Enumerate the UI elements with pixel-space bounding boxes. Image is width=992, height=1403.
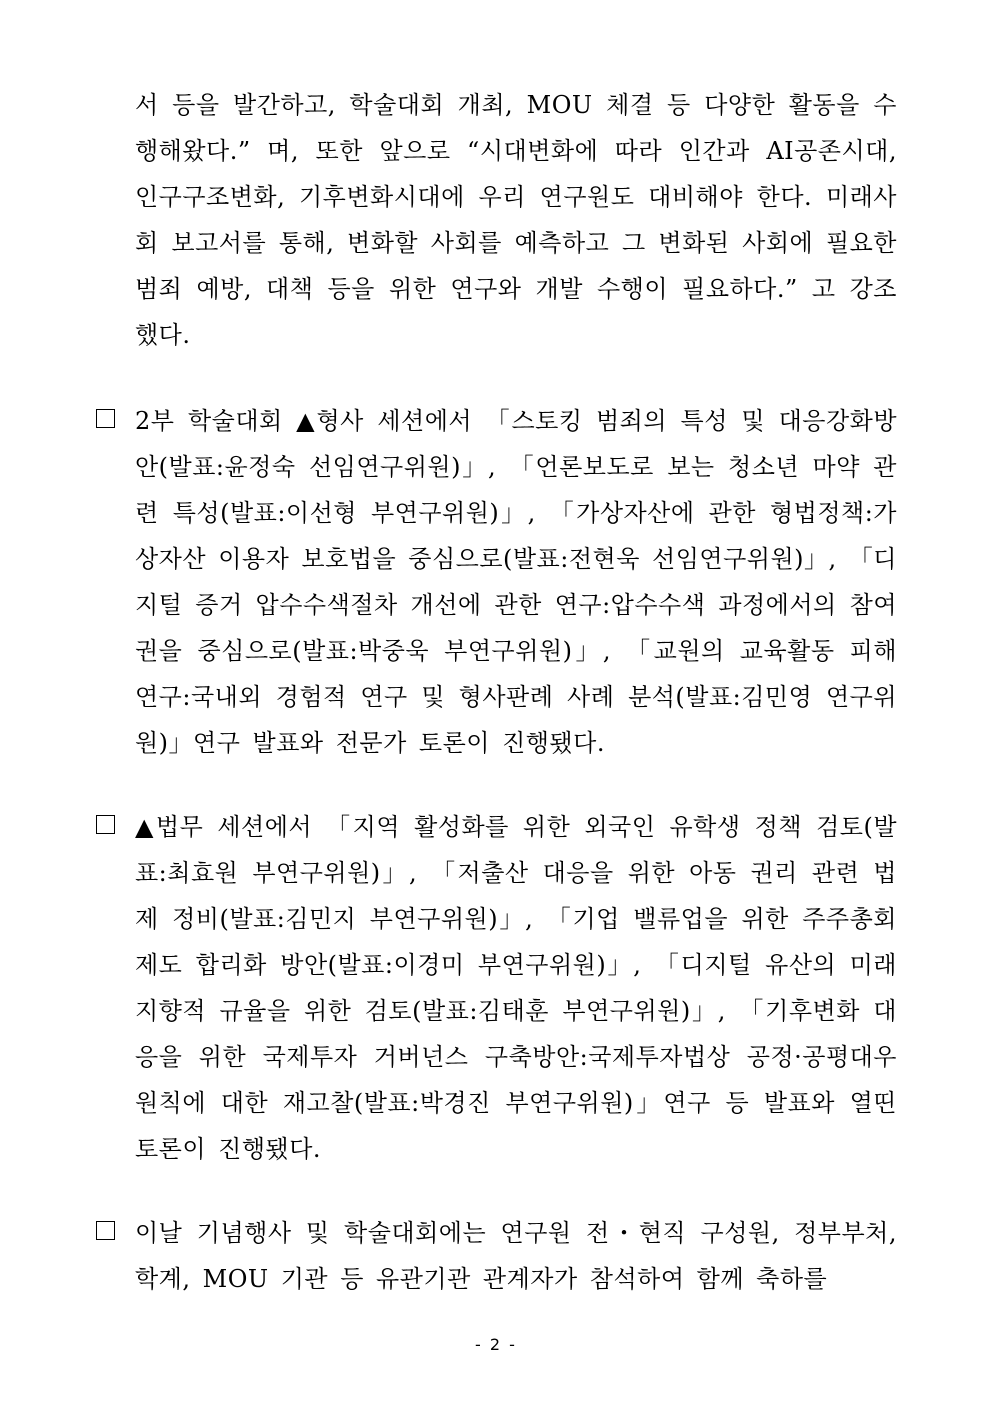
bullet-text: 2부 학술대회 ▲형사 세션에서 「스토킹 범죄의 특성 및 대응강화방안(발표:윤정숙 선임연구위원)」, 「언론보도로 보는 청소년 마약 관련 특성(발표:이선형 부연구위원)」, 「가상자산에 관한 형법정책:가상자산 이용자 보호법을 중심으로(발표:전현욱 선임연구위원)」, 「디지털 증거 압수수색절차 개선에 관한 연구:압수수색 과정에서의 참여권을 중심으로(발표:박중욱 부연구위원)」, 「교원의 교육활동 피해 연구:국내외 경험적 연구 및 형사판례 사례 분석(발표:김민영 연구위원)」연구 발표와 전문가 토론이 진행됐다. <box>135 407 897 757</box>
intro-paragraph: 서 등을 발간하고, 학술대회 개최, MOU 체결 등 다양한 활동을 수행해왔다.” 며, 또한 앞으로 “시대변화에 따라 인간과 AI공존시대, 인구구조변화, 기후변화시대에 우리 연구원도 대비해야 한다. 미래사회 보고서를 통해, 변화할 사회를 예측하고 그 변화된 사회에 필요한 범죄 예방, 대책 등을 위한 연구와 개발 수행이 필요하다.” 고 강조했다. <box>135 91 897 349</box>
checkbox-bullet-icon <box>96 815 115 834</box>
bullet-text: 이날 기념행사 및 학술대회에는 연구원 전・현직 구성원, 정부부처, 학계, MOU 기관 등 유관기관 관계자가 참석하여 함께 축하를 <box>135 1219 897 1293</box>
bullet-text: ▲법무 세션에서 「지역 활성화를 위한 외국인 유학생 정책 검토(발표:최효원 부연구위원)」, 「저출산 대응을 위한 아동 권리 관련 법제 정비(발표:김민지 부연구위원)」, 「기업 밸류업을 위한 주주총회 제도 합리화 방안(발표:이경미 부연구위원)」, 「디지털 유산의 미래지향적 규율을 위한 검토(발표:김태훈 부연구위원)」, 「기후변화 대응을 위한 국제투자 거버넌스 구축방안:국제투자법상 공정·공평대우 원칙에 대한 재고찰(발표:박경진 부연구위원)」연구 등 발표와 열띤 토론이 진행됐다. <box>135 813 897 1163</box>
page-number: - 2 - <box>475 1335 517 1354</box>
checkbox-bullet-icon <box>96 1221 115 1240</box>
checkbox-bullet-icon <box>96 409 115 428</box>
